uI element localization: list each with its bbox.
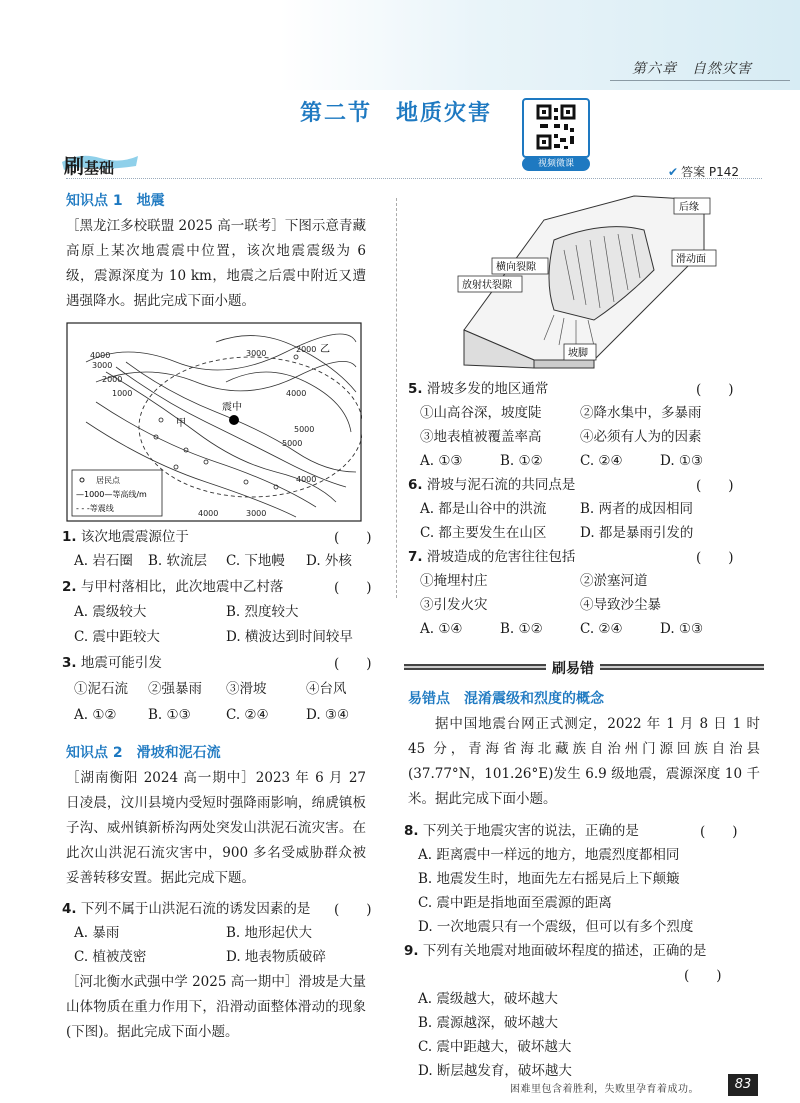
contour-label: 2000 (102, 375, 123, 384)
q3-item-1: ①泥石流 (74, 681, 128, 697)
answer-blank[interactable]: ( ) (700, 824, 738, 840)
q7-item-2: ②淤塞河道 (580, 573, 648, 589)
q3-option-b[interactable]: B. ①③ (148, 707, 191, 723)
q2-option-a[interactable]: A. 震级较大 (74, 604, 147, 620)
map-epicenter-label: 震中 (222, 402, 242, 413)
easy-error-intro: 据中国地震台网正式测定，2022 年 1 月 8 日 1 时 45 分，青海省海北藏族自治州门源回族自治县(37.77°N，101.26°E)发生 6.9 级地震，震源深度 10 千米。据此完成下面小题。 (408, 716, 760, 807)
answer-blank[interactable]: ( ) (334, 580, 372, 596)
answer-blank[interactable]: ( ) (696, 478, 734, 494)
contour-label: 5000 (282, 439, 303, 448)
q3-item-3: ③滑坡 (226, 681, 267, 697)
question-4: 4. 下列不属于山洪泥石流的诱发因素的是 (62, 901, 311, 917)
page-number: 83 (728, 1074, 758, 1096)
q4-option-b[interactable]: B. 地形起伏大 (226, 925, 313, 941)
label-back-edge: 后缘 (679, 202, 699, 213)
q8-option-a[interactable]: A. 距离震中一样远的地方，地震烈度都相同 (418, 847, 680, 863)
answer-blank[interactable]: ( ) (334, 656, 372, 672)
easy-error-point: 易错点 混淆震级和烈度的概念 (408, 691, 604, 707)
section-title: 第二节 地质灾害 (300, 101, 493, 126)
question-9: 9. 下列有关地震对地面破坏程度的描述，正确的是 (404, 943, 707, 959)
contour-label: 3000 (246, 509, 267, 518)
legend-settlement: 居民点 (96, 476, 120, 485)
contour-label: 3000 (92, 361, 113, 370)
question-3: 3. 地震可能引发 (62, 655, 162, 671)
chapter-title: 第六章 自然灾害 (632, 61, 752, 77)
q6-option-c[interactable]: C. 都主要发生在山区 (420, 525, 547, 541)
kp1-intro: ［黑龙江多校联盟 2025 高一联考］下图示意青藏高原上某次地震震中位置，该次地震震级为 6 级，震源深度为 10 km，地震之后震中附近又遭遇强降水。据此完成下面小题。 (66, 218, 366, 309)
q4-option-a[interactable]: A. 暴雨 (74, 925, 120, 941)
q5-option-b[interactable]: B. ①② (500, 453, 543, 469)
label-radial-crack: 放射状裂隙 (462, 280, 512, 291)
question-6: 6. 滑坡与泥石流的共同点是 (408, 477, 576, 493)
q5-item-2: ②降水集中，多暴雨 (580, 405, 702, 421)
map-yi-label: 乙 (320, 344, 330, 355)
label-slope-toe: 坡脚 (568, 348, 588, 359)
contour-label: 5000 (294, 425, 315, 434)
q6-option-a[interactable]: A. 都是山谷中的洪流 (420, 501, 547, 517)
contour-label: 2000 (296, 345, 317, 354)
q7-item-3: ③引发火灾 (420, 597, 488, 613)
kp1-title: 知识点 1 地震 (66, 193, 165, 209)
q3-option-d[interactable]: D. ③④ (306, 707, 350, 723)
q4-option-d[interactable]: D. 地表物质破碎 (226, 949, 326, 965)
q3-item-4: ④台风 (306, 681, 347, 697)
question-5: 5. 滑坡多发的地区通常 (408, 381, 549, 397)
q7-option-d[interactable]: D. ①③ (660, 621, 704, 637)
q9-option-d[interactable]: D. 断层越发育，破坏越大 (418, 1063, 572, 1079)
check-icon: ✔ (668, 165, 679, 179)
kp2-intro-2: ［河北衡水武强中学 2025 高一期中］滑坡是大量山体物质在重力作用下，沿滑动面整体滑动的现象(下图)。据此完成下面小题。 (66, 974, 366, 1040)
label-slip-surface: 滑动面 (676, 254, 706, 265)
q8-option-b[interactable]: B. 地震发生时，地面先左右摇晃后上下颠簸 (418, 871, 680, 887)
contour-label: 3000 (246, 349, 267, 358)
q5-option-c[interactable]: C. ②④ (580, 453, 623, 469)
kp2-title: 知识点 2 滑坡和泥石流 (66, 745, 221, 761)
q1-option-b[interactable]: B. 软流层 (148, 553, 208, 569)
q7-item-4: ④导致沙尘暴 (580, 597, 661, 613)
answer-blank[interactable]: ( ) (684, 968, 722, 984)
legend-contour: —1000—等高线/m (76, 490, 147, 499)
contour-label: 4000 (198, 509, 219, 518)
q2-option-d[interactable]: D. 横波达到时间较早 (226, 629, 353, 645)
q5-item-3: ③地表植被覆盖率高 (420, 429, 542, 445)
epicenter-marker (229, 415, 239, 425)
column-divider (396, 198, 397, 598)
q5-item-4: ④必须有人为的因素 (580, 429, 702, 445)
q3-item-2: ②强暴雨 (148, 681, 202, 697)
q1-option-c[interactable]: C. 下地幔 (226, 553, 285, 569)
q7-item-1: ①掩埋村庄 (420, 573, 488, 589)
question-1: 1. 该次地震震源位于 (62, 529, 189, 545)
answer-blank[interactable]: ( ) (696, 382, 734, 398)
map-jia-label: 甲 (176, 418, 186, 429)
earthquake-map (66, 322, 362, 522)
header-divider (66, 178, 762, 179)
q5-option-d[interactable]: D. ①③ (660, 453, 704, 469)
q7-option-c[interactable]: C. ②④ (580, 621, 623, 637)
q9-option-a[interactable]: A. 震级越大，破坏越大 (418, 991, 558, 1007)
chapter-underline (610, 80, 790, 81)
q8-option-c[interactable]: C. 震中距是指地面至震源的距离 (418, 895, 612, 911)
q7-option-a[interactable]: A. ①④ (420, 621, 463, 637)
q3-option-a[interactable]: A. ①② (74, 707, 117, 723)
contour-label: 4000 (90, 351, 111, 360)
kp2-intro: ［湖南衡阳 2024 高一期中］2023 年 6 月 27 日凌晨，汶川县境内受短时强降雨影响，绵虒镇板子沟、威州镇新桥沟两处突发山洪泥石流灾害。在此次山洪泥石流灾害中，900 多名受威胁群众被妥善转移安置。据此完成下题。 (66, 770, 366, 886)
answer-blank[interactable]: ( ) (334, 902, 372, 918)
contour-label: 4000 (296, 475, 317, 484)
qr-code-icon[interactable] (522, 98, 590, 158)
footer-motto: 困难里包含着胜利，失败里孕育着成功。 (510, 1084, 699, 1095)
q6-option-d[interactable]: D. 都是暴雨引发的 (580, 525, 694, 541)
basic-badge: 刷基础 (64, 154, 115, 178)
legend-isoseismal: - - -等震线 (76, 504, 114, 513)
answer-reference: ✔ 答案 P142 (668, 165, 740, 179)
q2-option-c[interactable]: C. 震中距较大 (74, 629, 160, 645)
q3-option-c[interactable]: C. ②④ (226, 707, 269, 723)
q6-option-b[interactable]: B. 两者的成因相同 (580, 501, 694, 517)
label-transverse-crack: 横向裂隙 (496, 262, 536, 273)
answer-blank[interactable]: ( ) (334, 530, 372, 546)
landslide-diagram (404, 190, 754, 370)
easy-error-title: 刷易错 (546, 658, 600, 678)
question-2: 2. 与甲村落相比，此次地震中乙村落 (62, 579, 284, 595)
q9-option-b[interactable]: B. 震源越深，破坏越大 (418, 1015, 559, 1031)
contour-label: 1000 (112, 389, 133, 398)
q2-option-b[interactable]: B. 烈度较大 (226, 604, 299, 620)
video-lesson-label[interactable]: 视频微课 (522, 157, 590, 171)
question-7: 7. 滑坡造成的危害往往包括 (408, 549, 576, 565)
q9-option-c[interactable]: C. 震中距越大，破坏越大 (418, 1039, 572, 1055)
q7-option-b[interactable]: B. ①② (500, 621, 543, 637)
q4-option-c[interactable]: C. 植被茂密 (74, 949, 147, 965)
contour-label: 4000 (286, 389, 307, 398)
q1-option-d[interactable]: D. 外核 (306, 553, 352, 569)
q1-option-a[interactable]: A. 岩石圈 (74, 553, 133, 569)
q8-option-d[interactable]: D. 一次地震只有一个震级，但可以有多个烈度 (418, 919, 694, 935)
q5-item-1: ①山高谷深，坡度陡 (420, 405, 542, 421)
q5-option-a[interactable]: A. ①③ (420, 453, 463, 469)
answer-blank[interactable]: ( ) (696, 550, 734, 566)
question-8: 8. 下列关于地震灾害的说法，正确的是 (404, 823, 639, 839)
